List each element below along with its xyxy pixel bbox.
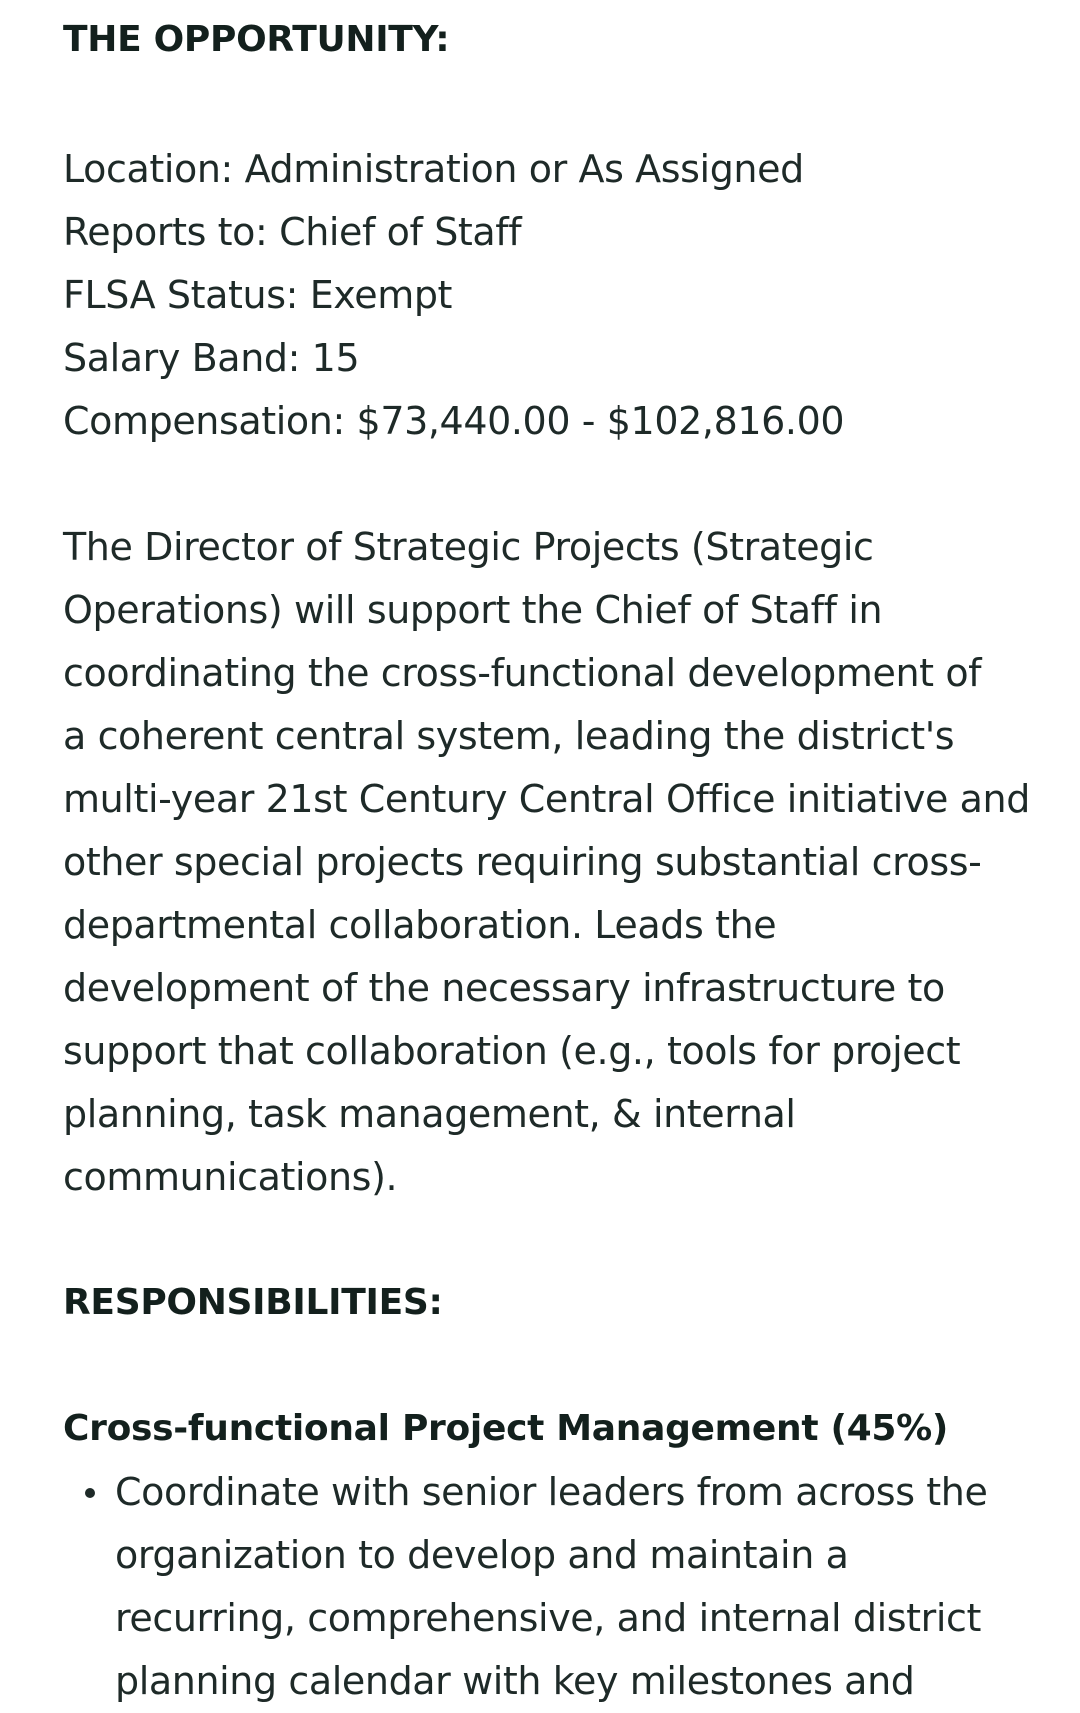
description-line: communications). (63, 1155, 398, 1199)
description-line: development of the necessary infrastructure to (63, 966, 945, 1010)
detail-compensation: Compensation: $73,440.00 - $102,816.00 (63, 399, 845, 443)
detail-salary-band: Salary Band: 15 (63, 336, 360, 380)
bullet-line: planning calendar with key milestones and (115, 1659, 915, 1703)
detail-reports-to: Reports to: Chief of Staff (63, 210, 522, 254)
bullet-line: Coordinate with senior leaders from across the (115, 1470, 988, 1514)
responsibilities-heading: RESPONSIBILITIES: (63, 1282, 443, 1323)
detail-location: Location: Administration or As Assigned (63, 147, 804, 191)
description-line: The Director of Strategic Projects (Strategic (63, 525, 874, 569)
bullet-line: organization to develop and maintain a (115, 1533, 849, 1577)
description-line: other special projects requiring substantial cross- (63, 840, 982, 884)
description-line: Operations) will support the Chief of Staff in (63, 588, 883, 632)
bullet-line: recurring, comprehensive, and internal district (115, 1596, 982, 1640)
description-line: coordinating the cross-functional development of (63, 651, 982, 695)
description-line: planning, task management, & internal (63, 1092, 796, 1136)
description-line: departmental collaboration. Leads the (63, 903, 777, 947)
description-line: support that collaboration (e.g., tools for project (63, 1029, 961, 1073)
bullet-dot-icon (85, 1488, 95, 1498)
description-line: a coherent central system, leading the district's (63, 714, 955, 758)
detail-flsa-status: FLSA Status: Exempt (63, 273, 453, 317)
section-title: Cross-functional Project Management (45%) (63, 1408, 949, 1449)
opportunity-heading: THE OPPORTUNITY: (63, 19, 450, 60)
description-line: multi-year 21st Century Central Office initiative and (63, 777, 1030, 821)
